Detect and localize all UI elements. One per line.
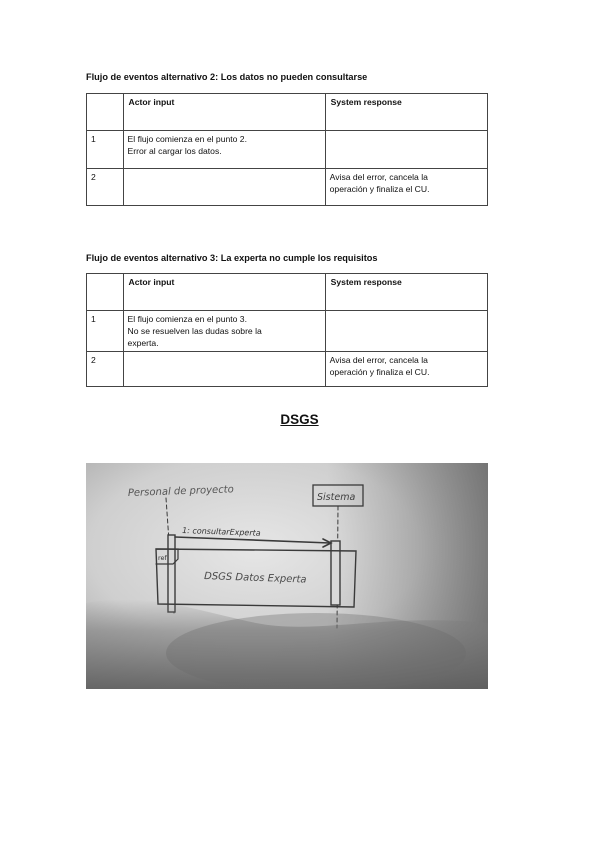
actor-activation-bar	[168, 535, 175, 612]
step-number: 2	[87, 169, 124, 206]
header-number-cell	[87, 94, 124, 131]
actor-line: El flujo comienza en el punto 2.	[127, 134, 247, 144]
header-system-response: System response	[325, 274, 487, 311]
flow2-title: Flujo de eventos alternativo 2: Los datos no pueden consultarse	[86, 72, 368, 82]
actor-label: Personal de proyecto	[127, 484, 234, 499]
system-line: operación y finaliza el CU.	[329, 367, 430, 377]
actor-line: experta.	[127, 338, 159, 348]
system-response-cell	[325, 131, 487, 169]
table-header-row	[87, 94, 488, 131]
system-line: Avisa del error, cancela la	[329, 355, 428, 365]
system-response-cell	[325, 169, 487, 206]
system-label: Sistema	[317, 492, 356, 503]
header-actor-input: Actor input	[123, 274, 325, 311]
table-row	[87, 311, 488, 352]
header-number-cell	[87, 274, 124, 311]
header-actor-input: Actor input	[123, 94, 325, 131]
system-response-cell	[325, 311, 487, 352]
photo-canvas	[86, 463, 488, 689]
system-response-cell	[325, 352, 487, 387]
actor-input-cell	[123, 311, 325, 352]
ref-tag-label: ref	[158, 554, 167, 562]
ref-fragment-label: DSGS Datos Experta	[203, 571, 307, 586]
header-system-response: System response	[325, 94, 487, 131]
message-label: 1: consultarExperta	[181, 526, 261, 538]
step-number: 2	[87, 352, 124, 387]
sequence-diagram-photo	[86, 463, 488, 689]
actor-line: El flujo comienza en el punto 3.	[127, 314, 247, 324]
step-number: 1	[87, 311, 124, 352]
actor-input-cell	[123, 352, 325, 387]
system-line: Avisa del error, cancela la	[329, 172, 428, 182]
step-number: 1	[87, 131, 124, 169]
flow3-title: Flujo de eventos alternativo 3: La experta no cumple los requisitos	[86, 253, 378, 263]
actor-input-cell	[123, 169, 325, 206]
system-line: operación y finaliza el CU.	[329, 184, 430, 194]
actor-line: No se resuelven las dudas sobre la	[127, 326, 262, 336]
dsgs-heading: DSGS	[280, 412, 319, 427]
actor-input-cell	[123, 131, 325, 169]
table-row	[87, 352, 488, 387]
table-row	[87, 169, 488, 206]
table-header-row	[87, 274, 488, 311]
flow2-table	[86, 93, 488, 206]
actor-line: Error al cargar los datos.	[127, 146, 222, 156]
flow3-table	[86, 273, 488, 387]
table-row	[87, 131, 488, 169]
